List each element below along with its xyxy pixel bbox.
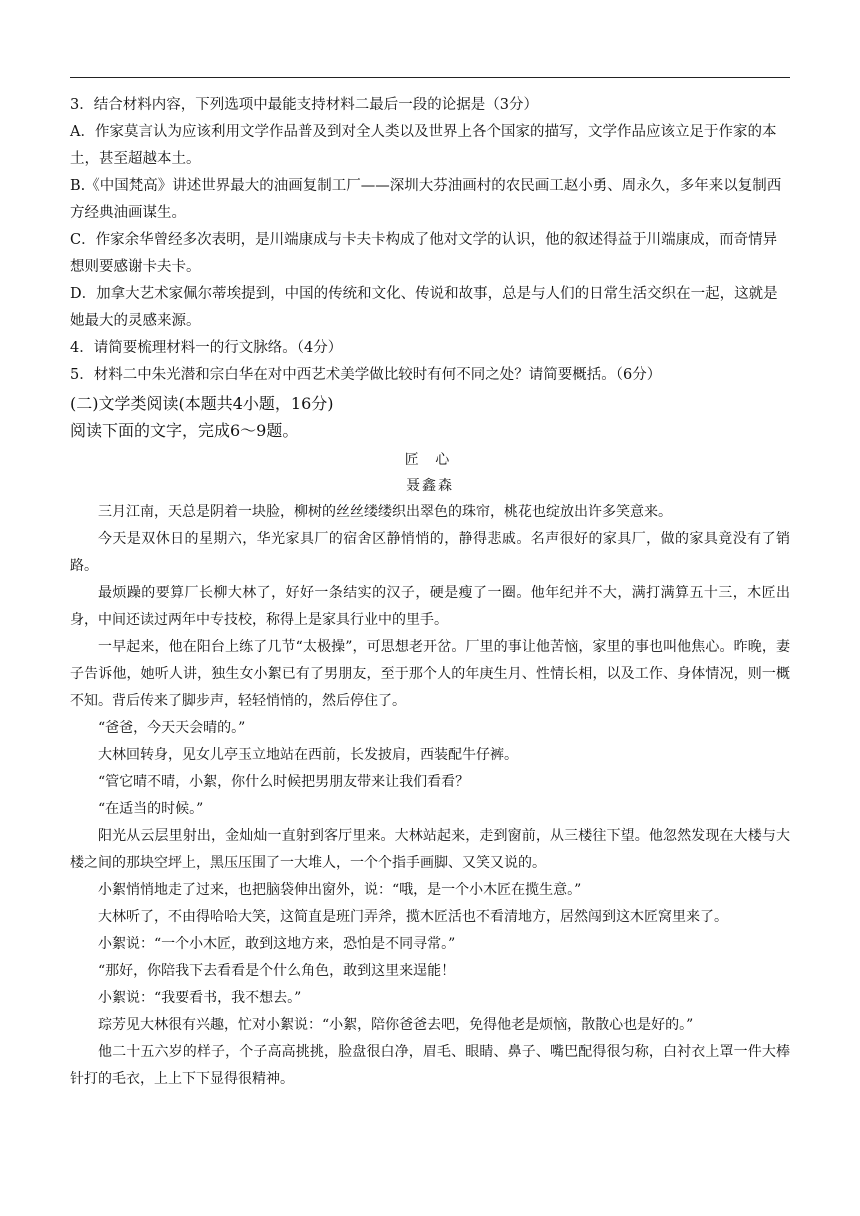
- question-4: 4．请简要梳理材料一的行文脉络。（4分）: [70, 340, 343, 356]
- story-paragraph: 今天是双休日的星期六，华光家具厂的宿舍区静悄悄的，静得悲戚。名声很好的家具厂，做的家具竟没有了销路。: [70, 531, 790, 574]
- story-author: 聂鑫森: [406, 478, 454, 494]
- story-paragraph: 小絮说：“一个小木匠，敢到这地方来，恐怕是不同寻常。”: [98, 936, 456, 952]
- story-paragraph: 小絮说：“我要看书，我不想去。”: [98, 990, 302, 1006]
- question-3-option-c: C．作家余华曾经多次表明，是川端康成与卡夫卡构成了他对文学的认识，他的叙述得益于川端康成，而奇情异想则要感谢卡夫卡。: [70, 232, 778, 275]
- question-3-option-d: D．加拿大艺术家佩尔蒂埃提到，中国的传统和文化、传说和故事，总是与人们的日常生活交织在一起，这就是她最大的灵感来源。: [70, 286, 778, 329]
- question-3-option-b: B.《中国梵高》讲述世界最大的油画复制工厂——深圳大芬油画村的农民画工赵小勇、周永久，多年来以复制西方经典油画谋生。: [70, 178, 782, 221]
- header-rule: [70, 77, 790, 78]
- story-paragraph: “管它晴不晴，小絮，你什么时候把男朋友带来让我们看看？: [98, 774, 470, 790]
- story-body: [70, 499, 790, 1093]
- section-heading: (二)文学类阅读(本题共4小题，16分): [70, 394, 334, 413]
- story-paragraph: 最烦躁的要算厂长柳大林了，好好一条结实的汉子，硬是瘦了一圈。他年纪并不大，满打满算五十三，木匠出身，中间还读过两年中专技校，称得上是家具行业中的里手。: [70, 585, 790, 628]
- page-content: [70, 92, 790, 1093]
- story-paragraph: 大林回转身，见女儿亭玉立地站在西前，长发披肩，西装配牛仔裤。: [98, 747, 518, 763]
- question-3-stem: 3．结合材料内容，下列选项中最能支持材料二最后一段的论据是（3分）: [70, 97, 538, 113]
- story-paragraph: 小絮悄悄地走了过来，也把脑袋伸出窗外，说：“哦，是一个小木匠在揽生意。”: [98, 882, 582, 898]
- story-paragraph: “在适当的时候。”: [98, 801, 204, 817]
- story-paragraph: 他二十五六岁的样子，个子高高挑挑，脸盘很白净，眉毛、眼睛、鼻子、嘴巴配得很匀称，白衬衣上罩一件大棒针打的毛衣，上上下下显得很精神。: [70, 1044, 790, 1087]
- story-title: 匠 心: [404, 452, 456, 468]
- section-instruction: 阅读下面的文字，完成6～9题。: [70, 421, 299, 440]
- story-paragraph: 三月江南，天总是阴着一块脸，柳树的丝丝缕缕织出翠色的珠帘，桃花也绽放出许多笑意来。: [98, 504, 672, 520]
- question-3-option-a: A．作家莫言认为应该利用文学作品普及到对全人类以及世界上各个国家的描写，文学作品应该立足于作家的本土，甚至超越本土。: [70, 124, 777, 167]
- story-paragraph: “爸爸，今天天会晴的。”: [98, 720, 246, 736]
- story-paragraph: 阳光从云层里射出，金灿灿一直射到客厅里来。大林站起来，走到窗前，从三楼往下望。他忽然发现在大楼与大楼之间的那块空坪上，黑压压围了一大堆人，一个个指手画脚、又笑又说的。: [70, 828, 790, 871]
- question-5: 5．材料二中朱光潜和宗白华在对中西艺术美学做比较时有何不同之处？请简要概括。（6分）: [70, 367, 662, 383]
- story-paragraph: 琮芳见大林很有兴趣，忙对小絮说：“小絮，陪你爸爸去吧，免得他老是烦恼，散散心也是好的。”: [98, 1017, 694, 1033]
- story-paragraph: 大林听了，不由得哈哈大笑，这简直是班门弄斧，揽木匠活也不看清地方，居然闯到这木匠窝里来了。: [98, 909, 728, 925]
- story-paragraph: 一早起来，他在阳台上练了几节“太极操”，可思想老开岔。厂里的事让他苦恼，家里的事也叫他焦心。昨晚，妻子告诉他，她听人讲，独生女小絮已有了男朋友，至于那个人的年庚生月、性情长相，以及工作、身体情况，则一概不知。背后传来了脚步声，轻轻悄悄的，然后停住了。: [70, 639, 790, 709]
- story-paragraph: “那好，你陪我下去看看是个什么角色，敢到这里来逞能！: [98, 963, 456, 979]
